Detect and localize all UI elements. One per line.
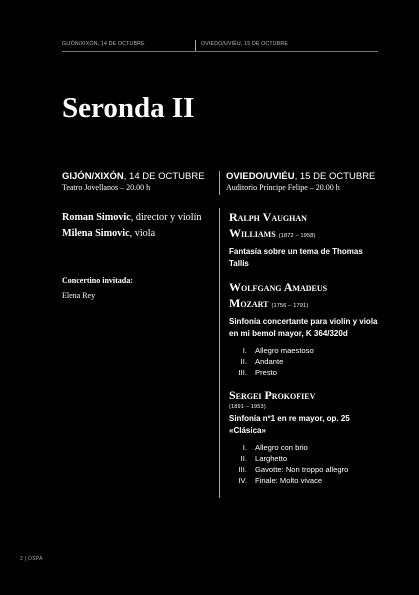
movement-name: Allegro con brio bbox=[255, 443, 308, 452]
movement-number: I. bbox=[242, 443, 247, 452]
performer-name: Roman Simovic bbox=[62, 212, 131, 223]
program-item bbox=[229, 279, 379, 378]
performer-role: , viola bbox=[129, 228, 156, 239]
movement-item bbox=[229, 356, 379, 367]
movement-list bbox=[229, 442, 379, 486]
performer-line bbox=[62, 210, 202, 226]
venue-city-line bbox=[226, 171, 375, 183]
column-divider-top bbox=[219, 171, 220, 195]
page-title: Seronda II bbox=[62, 92, 195, 124]
movement-item bbox=[229, 442, 379, 453]
composer-name: Wolfgang Amadeus bbox=[229, 280, 328, 294]
movement-name: Presto bbox=[255, 368, 277, 377]
movement-number: III. bbox=[238, 465, 247, 474]
movement-number: II. bbox=[240, 454, 247, 463]
movement-list bbox=[229, 345, 379, 378]
movement-name: Allegro maestoso bbox=[255, 346, 314, 355]
movement-number: II. bbox=[240, 357, 247, 366]
composer-name: Sergei Prokofiev bbox=[229, 388, 316, 402]
movement-name: Gavotte: Non troppo allegro bbox=[255, 465, 349, 474]
movement-number: IV. bbox=[238, 476, 247, 485]
work-title: Fantasía sobre un tema de Thomas Tallis bbox=[229, 247, 363, 268]
composer-name: Ralph Vaughan bbox=[229, 210, 307, 224]
venue-city: GIJÓN/XIXÓN bbox=[62, 171, 124, 182]
movement-item bbox=[229, 345, 379, 356]
movement-number: III. bbox=[238, 368, 247, 377]
movement-name: Larghetto bbox=[255, 454, 288, 463]
performer-role: , director y violín bbox=[130, 212, 202, 223]
movement-number: I. bbox=[242, 346, 247, 355]
header-rule bbox=[62, 51, 378, 52]
header-right: OVIEDO/UVIÉU, 15 DE OCTUBRE bbox=[201, 41, 288, 47]
work-title: Sinfonía concertante para violín y viola en mi bemol mayor, K 364/320d bbox=[229, 317, 378, 338]
movement-item bbox=[229, 367, 379, 378]
concertino-name: Elena Rey bbox=[62, 291, 96, 300]
composer-dates: (1756 – 1791) bbox=[271, 303, 309, 309]
performer-name: Milena Simovic bbox=[62, 228, 130, 239]
venue-date: , 15 DE OCTUBRE bbox=[294, 171, 376, 182]
venue-gijon bbox=[62, 171, 205, 193]
header-left: GIJÓN/XIXÓN, 14 DE OCTUBRE bbox=[62, 41, 145, 47]
performer-line bbox=[62, 226, 202, 242]
composer-name-line bbox=[229, 225, 379, 244]
page-footer: 2 | OSPA bbox=[20, 556, 43, 562]
movement-item bbox=[229, 464, 379, 475]
composer-dates: (1872 – 1958) bbox=[278, 233, 316, 239]
movement-name: Finale: Molto vivace bbox=[255, 476, 323, 485]
concertino-label: Concertino invitada: bbox=[62, 276, 133, 285]
header-bar bbox=[62, 40, 378, 52]
venue-place: Auditorio Príncipe Felipe – 20.00 h bbox=[226, 183, 340, 192]
concertino bbox=[62, 273, 133, 303]
venue-city: OVIEDO/UVIÉU bbox=[226, 171, 295, 182]
column-divider bbox=[219, 208, 220, 498]
composer-name-cont: Williams bbox=[229, 226, 276, 240]
program bbox=[229, 209, 379, 495]
movement-name: Andante bbox=[255, 357, 284, 366]
composer-name-line bbox=[229, 295, 379, 314]
venue-place: Teatro Jovellanos – 20.00 h bbox=[62, 183, 151, 192]
composer-name-cont: Mozart bbox=[229, 296, 269, 310]
venue-oviedo bbox=[226, 171, 375, 193]
composer-dates: (1891 – 1953) bbox=[229, 404, 266, 410]
venue-date: , 14 DE OCTUBRE bbox=[123, 171, 205, 182]
header-divider bbox=[195, 40, 196, 51]
movement-item bbox=[229, 453, 379, 464]
venue-city-line bbox=[62, 171, 205, 183]
program-item bbox=[229, 387, 379, 486]
program-item bbox=[229, 209, 379, 270]
performers bbox=[62, 210, 202, 242]
work-title: Sinfonía nº1 en re mayor, op. 25 «Clásica» bbox=[229, 414, 350, 435]
movement-item bbox=[229, 475, 379, 486]
